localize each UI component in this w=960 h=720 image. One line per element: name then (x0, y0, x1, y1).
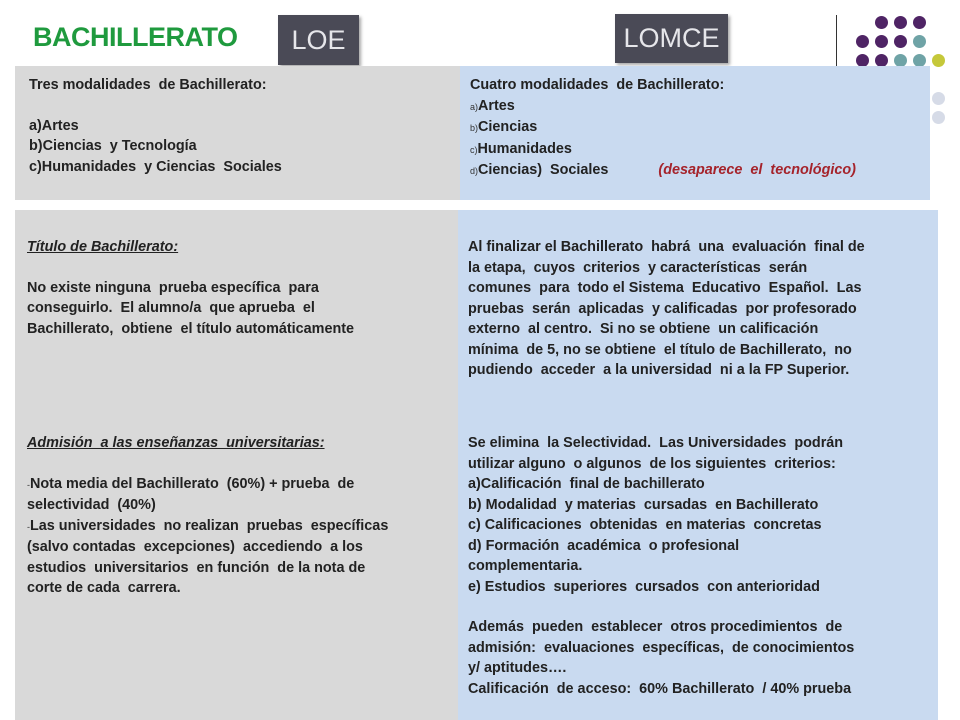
text-line: complementaria. (468, 558, 583, 574)
loe-admision-box (15, 406, 458, 720)
text-line: pudiendo acceder a la universidad ni a la FP Superior. (468, 362, 850, 378)
lomce-tag: LOMCE (615, 14, 728, 63)
decorative-dot (932, 54, 945, 67)
text-line: corte de cada carrera. (27, 580, 181, 596)
item-text: Humanidades (477, 140, 572, 157)
item-marker: d) (470, 166, 479, 176)
lomce-modalidades-heading: Cuatro modalidades de Bachillerato: (470, 77, 725, 93)
text-line: b) Modalidad y materias cursadas en Bachillerato (468, 496, 819, 513)
loe-titulo-heading: Título de Bachillerato: (27, 239, 179, 255)
item-text: Artes (478, 97, 515, 114)
text-line: admisión: evaluaciones específicas, de conocimientos (468, 639, 855, 656)
loe-titulo-box (15, 210, 458, 406)
bullet-marker: - (27, 521, 30, 532)
item-marker: a) (470, 101, 479, 112)
item-text: Ciencias) Sociales (478, 162, 609, 178)
item-text: Ciencias (478, 119, 538, 135)
text-line: conseguirlo. El alumno/a que aprueba el (27, 300, 315, 316)
decorative-dot (894, 35, 907, 48)
text-line (27, 474, 446, 496)
lomce-modalidad-item (470, 117, 920, 139)
loe-modalidad-item: c)Humanidades y Ciencias Sociales (29, 158, 282, 175)
lomce-modalidades-box (460, 66, 930, 200)
loe-admision-heading: Admisión a las enseñanzas universitarias: (27, 435, 325, 451)
text-line: externo al centro. Si no se obtiene un calificación (468, 321, 819, 337)
text-line: Bachillerato, obtiene el título automáticamente (27, 320, 355, 337)
text-line: Calificación de acceso: 60% Bachillerato / 40% prueba (468, 680, 852, 697)
lomce-modalidad-item (470, 160, 920, 182)
text-line: Además pueden establecer otros procedimientos de (468, 619, 843, 635)
lomce-admision-box (458, 406, 938, 720)
text-line: Se elimina la Selectividad. Las Universidades podrán (468, 435, 844, 451)
loe-modalidad-item: b)Ciencias y Tecnología (29, 138, 197, 154)
text-line: e) Estudios superiores cursados con anterioridad (468, 578, 820, 595)
lomce-modalidad-item (470, 139, 920, 161)
lomce-titulo-box (458, 210, 938, 406)
slide-title: BACHILLERATO (33, 22, 238, 52)
text-line: la etapa, cuyos criterios y características serán (468, 259, 808, 276)
bullet-text: Las universidades no realizan pruebas específicas (30, 517, 389, 534)
decorative-dot (856, 35, 869, 48)
text-line: d) Formación académica o profesional (468, 537, 740, 554)
item-marker: b) (470, 123, 479, 133)
text-line: No existe ninguna prueba específica para (27, 279, 319, 296)
text-line: estudios universitarios en función de la nota de (27, 559, 366, 576)
text-line: pruebas serán aplicadas y calificadas por profesorado (468, 300, 857, 317)
text-line: c) Calificaciones obtenidas en materias concretas (468, 517, 822, 533)
loe-modalidad-item: a)Artes (29, 117, 79, 134)
text-line: (salvo contadas excepciones) accediendo a los (27, 539, 363, 555)
tecnologico-note: (desaparece el tecnológico) (658, 162, 856, 178)
text-line: utilizar alguno o algunos de los siguientes criterios: (468, 455, 836, 472)
lomce-modalidad-item (470, 96, 920, 118)
decorative-dot (932, 111, 945, 124)
text-line: comunes para todo el Sistema Educativo Español. Las (468, 280, 862, 296)
decorative-dot (894, 16, 907, 29)
loe-tag: LOE (278, 15, 359, 65)
text-line: a)Calificación final de bachillerato (468, 476, 705, 492)
text-line: mínima de 5, no se obtiene el título de Bachillerato, no (468, 341, 852, 358)
text-line: Al finalizar el Bachillerato habrá una evaluación final de (468, 239, 865, 255)
text-line (27, 516, 446, 538)
decorative-dot (875, 16, 888, 29)
decorative-dot (913, 16, 926, 29)
bullet-marker: - (27, 479, 30, 490)
text-line: y/ aptitudes…. (468, 660, 567, 676)
decorative-dot (875, 35, 888, 48)
decorative-dot (913, 35, 926, 48)
loe-modalidades-box (15, 66, 460, 200)
loe-modalidades-heading: Tres modalidades de Bachillerato: (29, 77, 267, 93)
decorative-dot (932, 92, 945, 105)
bullet-text: Nota media del Bachillerato (60%) + prueba de (30, 475, 355, 492)
text-line: selectividad (40%) (27, 497, 156, 513)
item-marker: c) (470, 144, 478, 155)
